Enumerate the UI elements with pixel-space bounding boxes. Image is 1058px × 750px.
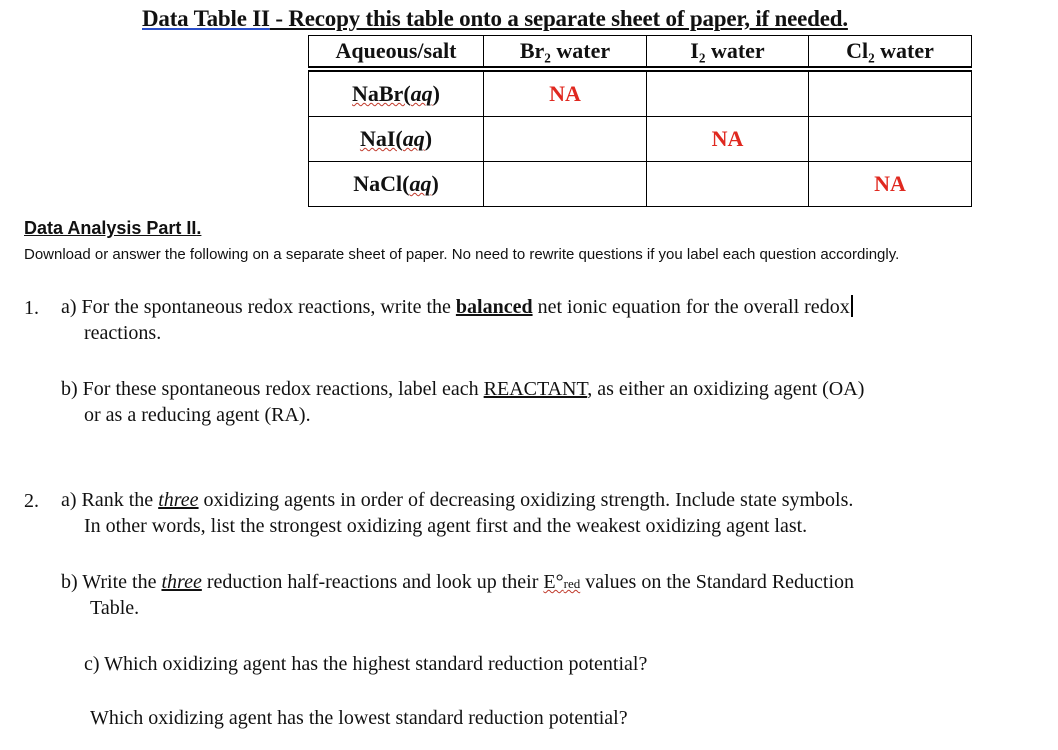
question-2-number: 2. [24, 490, 39, 512]
question-1b: b) For these spontaneous redox reactions, label each REACTANT, as either an oxidizing agent (OA) [61, 378, 865, 400]
question-2a: a) Rank the three oxidizing agents in order of decreasing oxidizing strength. Include state symbols. [61, 489, 854, 511]
table-cell [809, 69, 972, 117]
table-cell: NA [484, 69, 647, 117]
data-table-title [142, 6, 848, 32]
salt-cell-nai: NaI(aq) [309, 117, 484, 162]
table-row [309, 162, 972, 207]
question-2a-line2: In other words, list the strongest oxidizing agent first and the weakest oxidizing agent last. [84, 515, 808, 537]
salt-cell-nabr: NaBr(aq) [309, 69, 484, 117]
analysis-instructions: Download or answer the following on a separate sheet of paper. No need to rewrite questions if you label each question accordingly. [24, 246, 900, 263]
table-cell [809, 117, 972, 162]
data-table [308, 35, 972, 207]
table-cell [484, 117, 647, 162]
question-1b-line2: or as a reducing agent (RA). [84, 404, 311, 426]
question-1-number: 1. [24, 297, 39, 319]
question-2c-line2: Which oxidizing agent has the lowest standard reduction potential? [90, 707, 628, 729]
header-br2-water: Br₂ water [484, 36, 647, 70]
analysis-heading: Data Analysis Part II. [24, 218, 202, 238]
table-cell: NA [809, 162, 972, 207]
text-cursor [851, 295, 853, 317]
table-cell [647, 162, 809, 207]
table-header-row [309, 36, 972, 70]
question-2c: c) Which oxidizing agent has the highest standard reduction potential? [84, 653, 648, 675]
header-i2-water: I₂ water [647, 36, 809, 70]
salt-cell-nacl: NaCl(aq) [309, 162, 484, 207]
data-table-label: Data Table II [142, 6, 270, 31]
question-2b: b) Write the three reduction half-reactions and look up their E°red values on the Standard Reduction [61, 571, 855, 593]
data-table-instruction: - Recopy this table onto a separate sheet of paper, if needed. [269, 6, 848, 31]
table-cell [647, 69, 809, 117]
analysis-heading-period: . [196, 218, 202, 238]
table-cell: NA [647, 117, 809, 162]
header-aqueous-salt: Aqueous/salt [309, 36, 484, 70]
question-2b-line2: Table. [90, 597, 140, 619]
question-1a: a) For the spontaneous redox reactions, write the balanced net ionic equation for the overall redox [61, 294, 853, 320]
question-1a-line2: reactions. [84, 322, 162, 344]
table-cell [484, 162, 647, 207]
header-cl2-water: Cl₂ water [809, 36, 972, 70]
table-row [309, 117, 972, 162]
table-row [309, 69, 972, 117]
